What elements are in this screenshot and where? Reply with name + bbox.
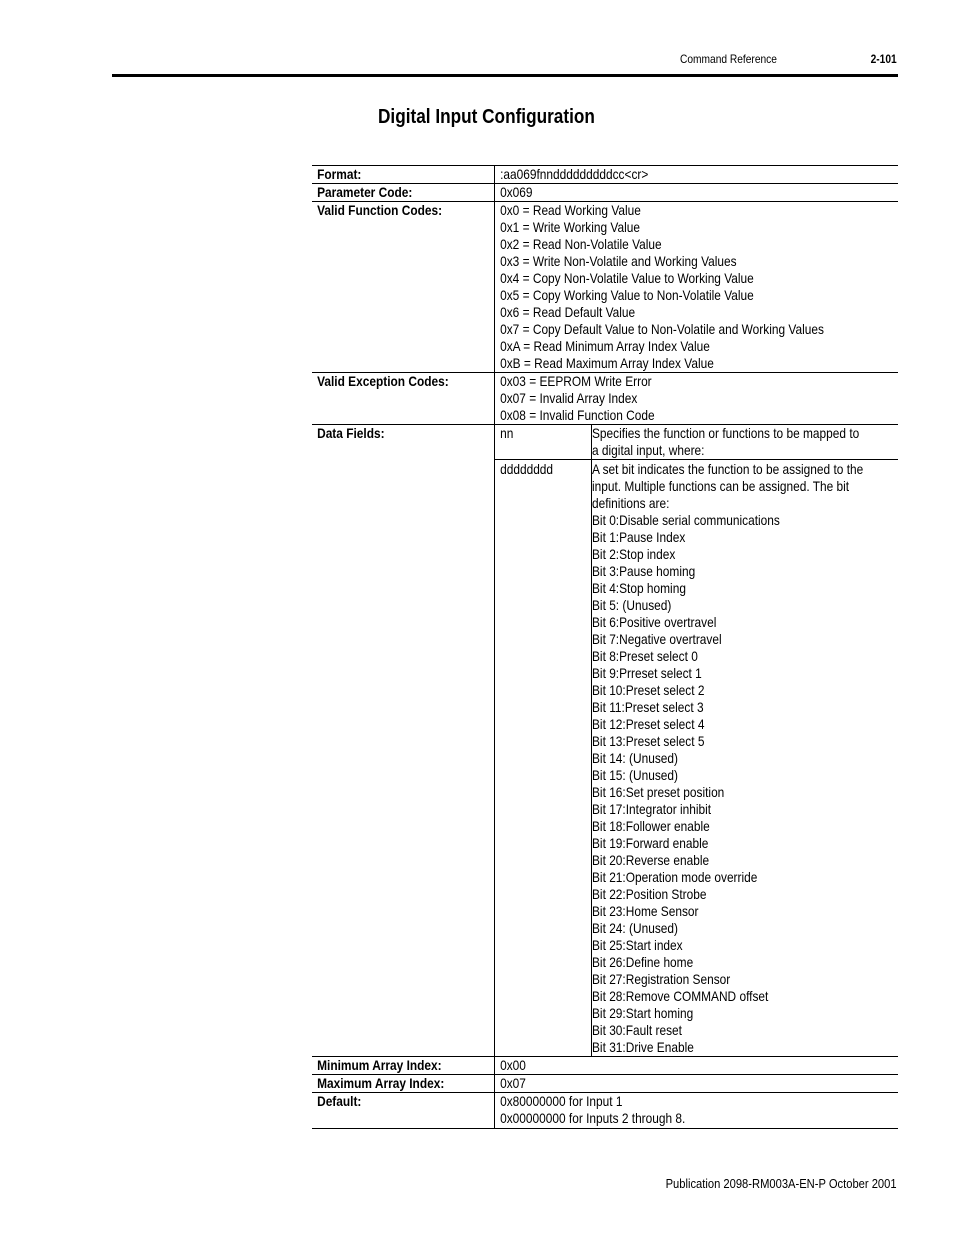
command-table bbox=[312, 165, 898, 1129]
bit-definition: Bit 31:Drive Enable bbox=[592, 1039, 694, 1055]
bit-definition: Bit 27:Registration Sensor bbox=[592, 971, 731, 987]
default-label: Default: bbox=[317, 1093, 362, 1109]
bit-definitions-list bbox=[592, 512, 881, 1056]
bit-definition: Bit 12:Preset select 4 bbox=[592, 716, 705, 732]
bit-definition: Bit 2:Stop index bbox=[592, 546, 676, 562]
bit-definition: Bit 19:Forward enable bbox=[592, 835, 709, 851]
bit-definition: Bit 16:Set preset position bbox=[592, 784, 725, 800]
bit-definition: Bit 18:Follower enable bbox=[592, 818, 710, 834]
function-code: 0x7 = Copy Default Value to Non-Volatile and Working Values bbox=[500, 321, 824, 337]
exception-codes-row bbox=[312, 373, 898, 425]
bit-definition: Bit 7:Negative overtravel bbox=[592, 631, 722, 647]
max-array-index-label: Maximum Array Index: bbox=[317, 1075, 445, 1091]
min-array-index-label: Minimum Array Index: bbox=[317, 1057, 442, 1073]
dd-field-description bbox=[592, 460, 881, 512]
bit-definition: Bit 5: (Unused) bbox=[592, 597, 672, 613]
description-line: a digital input, where: bbox=[592, 442, 705, 458]
bit-definition: Bit 22:Position Strobe bbox=[592, 886, 707, 902]
bit-definition: Bit 13:Preset select 5 bbox=[592, 733, 705, 749]
dd-field-name: dddddddd bbox=[500, 461, 554, 477]
function-code: 0x3 = Write Non-Volatile and Working Values bbox=[500, 253, 737, 269]
bit-definition: Bit 9:Prreset select 1 bbox=[592, 665, 702, 681]
header-rule bbox=[112, 74, 898, 77]
bit-definition: Bit 26:Define home bbox=[592, 954, 694, 970]
bit-definition: Bit 25:Start index bbox=[592, 937, 683, 953]
function-code: 0x2 = Read Non-Volatile Value bbox=[500, 236, 662, 252]
default-values-list bbox=[495, 1093, 838, 1127]
min-array-index-row bbox=[312, 1057, 898, 1075]
bit-definition: Bit 0:Disable serial communications bbox=[592, 512, 780, 528]
default-value: 0x00000000 for Inputs 2 through 8. bbox=[500, 1110, 686, 1126]
description-line: definitions are: bbox=[592, 495, 670, 511]
bit-definition: Bit 30:Fault reset bbox=[592, 1022, 682, 1038]
function-code: 0x4 = Copy Non-Volatile Value to Working Value bbox=[500, 270, 754, 286]
exception-code: 0x07 = Invalid Array Index bbox=[500, 390, 638, 406]
nn-field-name: nn bbox=[500, 425, 514, 441]
bit-definition: Bit 10:Preset select 2 bbox=[592, 682, 705, 698]
bit-definition: Bit 1:Pause Index bbox=[592, 529, 686, 545]
function-code: 0xB = Read Maximum Array Index Value bbox=[500, 355, 714, 371]
data-fields-table bbox=[495, 425, 898, 1056]
function-codes-label: Valid Function Codes: bbox=[317, 202, 443, 218]
page-number: 2-101 bbox=[870, 52, 897, 66]
bit-definition: Bit 23:Home Sensor bbox=[592, 903, 699, 919]
description-line: A set bit indicates the function to be assigned to the bbox=[592, 461, 864, 477]
function-code: 0x1 = Write Working Value bbox=[500, 219, 640, 235]
function-code: 0x5 = Copy Working Value to Non-Volatile Value bbox=[500, 287, 754, 303]
format-value: :aa069fnndddddddddcc<cr> bbox=[500, 166, 649, 182]
nn-field-row bbox=[495, 425, 898, 460]
bit-definition: Bit 15: (Unused) bbox=[592, 767, 678, 783]
format-row bbox=[312, 166, 898, 184]
function-codes-row bbox=[312, 202, 898, 373]
description-line: Specifies the function or functions to be mapped to bbox=[592, 425, 860, 441]
exception-code: 0x03 = EEPROM Write Error bbox=[500, 373, 652, 389]
function-codes-list bbox=[495, 202, 838, 372]
function-code: 0x6 = Read Default Value bbox=[500, 304, 636, 320]
bit-definition: Bit 8:Preset select 0 bbox=[592, 648, 698, 664]
bit-definition: Bit 29:Start homing bbox=[592, 1005, 694, 1021]
exception-code: 0x08 = Invalid Function Code bbox=[500, 407, 655, 423]
format-label: Format: bbox=[317, 166, 362, 182]
bit-definition: Bit 11:Preset select 3 bbox=[592, 699, 704, 715]
dd-field-row bbox=[495, 460, 898, 1057]
bit-definition: Bit 6:Positive overtravel bbox=[592, 614, 717, 630]
function-code: 0xA = Read Minimum Array Index Value bbox=[500, 338, 710, 354]
running-header-section: Command Reference bbox=[680, 52, 777, 66]
default-value: 0x80000000 for Input 1 bbox=[500, 1093, 623, 1109]
bit-definition: Bit 28:Remove COMMAND offset bbox=[592, 988, 769, 1004]
nn-field-description bbox=[592, 425, 881, 459]
default-row bbox=[312, 1093, 898, 1129]
min-array-index-value: 0x00 bbox=[500, 1057, 526, 1073]
description-line: input. Multiple functions can be assigned. The bit bbox=[592, 478, 850, 494]
bit-definition: Bit 14: (Unused) bbox=[592, 750, 678, 766]
parameter-code-value: 0x069 bbox=[500, 184, 533, 200]
exception-codes-label: Valid Exception Codes: bbox=[317, 373, 449, 389]
page-title: Digital Input Configuration bbox=[378, 106, 595, 128]
bit-definition: Bit 3:Pause homing bbox=[592, 563, 696, 579]
max-array-index-row bbox=[312, 1075, 898, 1093]
data-fields-label: Data Fields: bbox=[317, 425, 385, 441]
bit-definition: Bit 21:Operation mode override bbox=[592, 869, 758, 885]
bit-definition: Bit 20:Reverse enable bbox=[592, 852, 710, 868]
parameter-code-row bbox=[312, 184, 898, 202]
bit-definition: Bit 17:Integrator inhibit bbox=[592, 801, 712, 817]
publication-footer: Publication 2098-RM003A-EN-P October 2001 bbox=[666, 1176, 897, 1191]
data-fields-row bbox=[312, 425, 898, 1057]
parameter-code-label: Parameter Code: bbox=[317, 184, 413, 200]
bit-definition: Bit 24: (Unused) bbox=[592, 920, 678, 936]
max-array-index-value: 0x07 bbox=[500, 1075, 526, 1091]
exception-codes-list bbox=[495, 373, 838, 424]
bit-definition: Bit 4:Stop homing bbox=[592, 580, 686, 596]
function-code: 0x0 = Read Working Value bbox=[500, 202, 641, 218]
